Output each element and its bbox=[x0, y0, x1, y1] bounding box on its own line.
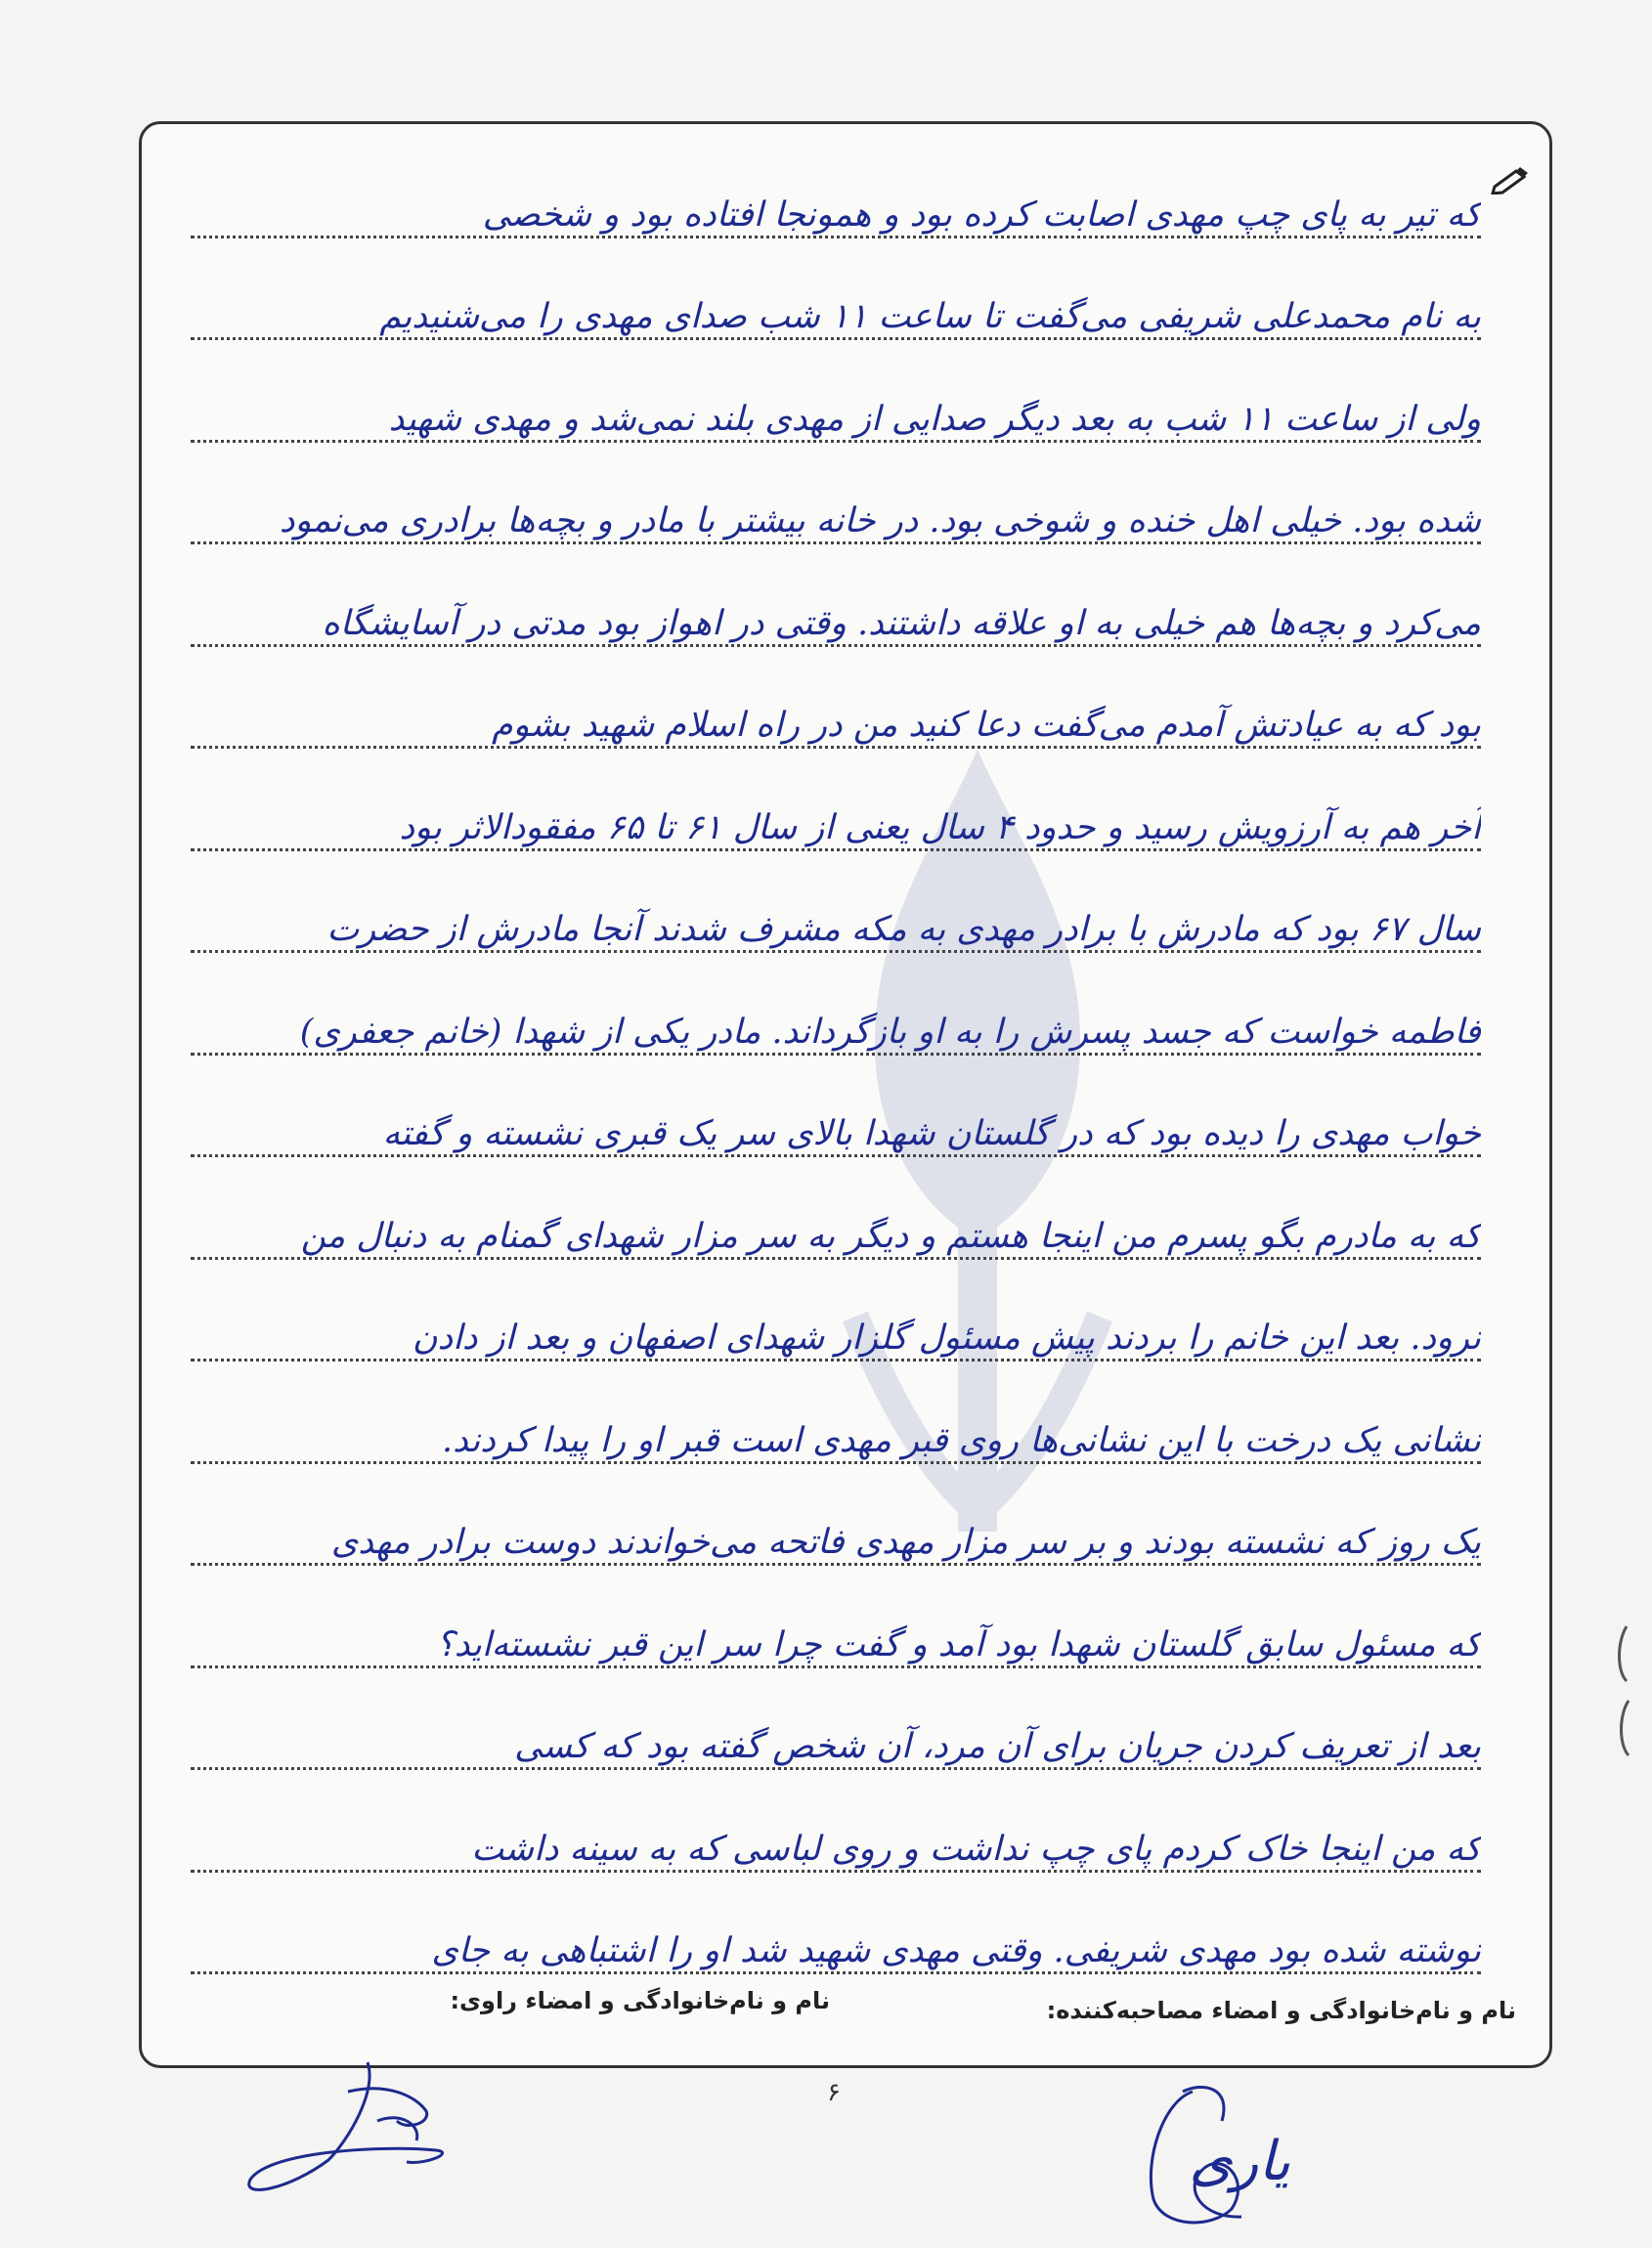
handwritten-text: که مسئول سابق گلستان شهدا بود آمد و گفت چرا سر این قبر نشسته‌اید؟ bbox=[436, 1624, 1481, 1664]
interviewer-signature-text: یاری bbox=[1189, 2130, 1290, 2193]
handwritten-text: نوشته شده بود مهدی شریفی. وقتی مهدی شهید شد او را اشتباهی به جای bbox=[431, 1931, 1481, 1970]
binder-mark bbox=[1613, 1622, 1632, 1759]
text-line bbox=[191, 1801, 1481, 1904]
text-line bbox=[191, 576, 1481, 678]
handwritten-text: که تیر به پای چپ مهدی اصابت کرده بود و همونجا افتاده بود و شخصی bbox=[482, 195, 1481, 235]
text-line bbox=[191, 678, 1481, 781]
handwritten-text: فاطمه خواست که جسد پسرش را به او بازگرداند. مادر یکی از شهدا (خانم جعفری) bbox=[299, 1012, 1481, 1052]
handwritten-text: بود که به عیادتش آمدم می‌گفت دعا کنید من در راه اسلام شهید بشوم bbox=[491, 706, 1481, 745]
narrator-signature bbox=[231, 2053, 465, 2209]
narrator-signature-label: نام و نام‌خانوادگی و امضاء راوی: bbox=[450, 1987, 830, 2014]
text-line bbox=[191, 1393, 1481, 1495]
handwritten-text: خواب مهدی را دیده بود که در گلستان شهدا بالای سر یک قبری نشسته و گفته bbox=[382, 1114, 1481, 1153]
handwritten-text: که به مادرم بگو پسرم من اینجا هستم و دیگر به سر مزار شهدای گمنام به دنبال من bbox=[300, 1216, 1481, 1256]
handwritten-text: آخر هم به آرزویش رسید و حدود ۴ سال یعنی از سال ۶۱ تا ۶۵ مفقودالاثر بود bbox=[399, 807, 1481, 847]
handwritten-body bbox=[191, 167, 1481, 2006]
text-line bbox=[191, 780, 1481, 883]
page-number: ۶ bbox=[827, 2078, 841, 2107]
handwritten-text: شده بود. خیلی اهل خنده و شوخی بود. در خانه بیشتر با مادر و بچه‌ها برادری می‌نمود bbox=[279, 501, 1481, 540]
interviewer-signature-label: نام و نام‌خانوادگی و امضاء مصاحبه‌کننده: bbox=[1046, 1997, 1516, 2024]
handwritten-text: به نام محمدعلی شریفی می‌گفت تا ساعت ۱۱ شب صدای مهدی را می‌شنیدیم bbox=[379, 297, 1481, 336]
text-line bbox=[191, 1087, 1481, 1189]
handwritten-text: می‌کرد و بچه‌ها هم خیلی به او علاقه داشتند. وقتی در اهواز بود مدتی در آسایشگاه bbox=[322, 603, 1481, 643]
signature-footer bbox=[142, 1987, 1549, 2036]
text-line bbox=[191, 1597, 1481, 1700]
text-line bbox=[191, 371, 1481, 474]
text-line bbox=[191, 167, 1481, 270]
text-line bbox=[191, 883, 1481, 985]
handwritten-text: که من اینجا خاک کردم پای چپ نداشت و روی لباسی که به سینه داشت bbox=[471, 1829, 1481, 1869]
text-line bbox=[191, 474, 1481, 577]
interviewer-signature bbox=[1124, 2062, 1476, 2238]
text-line bbox=[191, 1700, 1481, 1802]
handwritten-text: بعد از تعریف کردن جریان برای آن مرد، آن شخص گفته بود که کسی bbox=[514, 1727, 1481, 1766]
pen-icon bbox=[1491, 165, 1530, 195]
handwritten-text: ولی از ساعت ۱۱ شب به بعد دیگر صدایی از مهدی بلند نمی‌شد و مهدی شهید bbox=[388, 399, 1481, 439]
text-line bbox=[191, 984, 1481, 1087]
document-frame bbox=[139, 121, 1552, 2068]
text-line bbox=[191, 1189, 1481, 1291]
handwritten-text: نرود. بعد این خانم را بردند پیش مسئول گلزار شهدای اصفهان و بعد از دادن bbox=[412, 1319, 1481, 1358]
text-line bbox=[191, 1495, 1481, 1598]
text-line bbox=[191, 270, 1481, 372]
handwritten-text: سال ۶۷ بود که مادرش با برادر مهدی به مکه مشرف شدند آنجا مادرش از حضرت bbox=[326, 910, 1481, 949]
handwritten-text: یک روز که نشسته بودند و بر سر مزار مهدی فاتحه می‌خواندند دوست برادر مهدی bbox=[330, 1523, 1481, 1562]
text-line bbox=[191, 1291, 1481, 1394]
handwritten-text: نشانی یک درخت با این نشانی‌ها روی قبر مهدی است قبر او را پیدا کردند. bbox=[442, 1420, 1481, 1460]
